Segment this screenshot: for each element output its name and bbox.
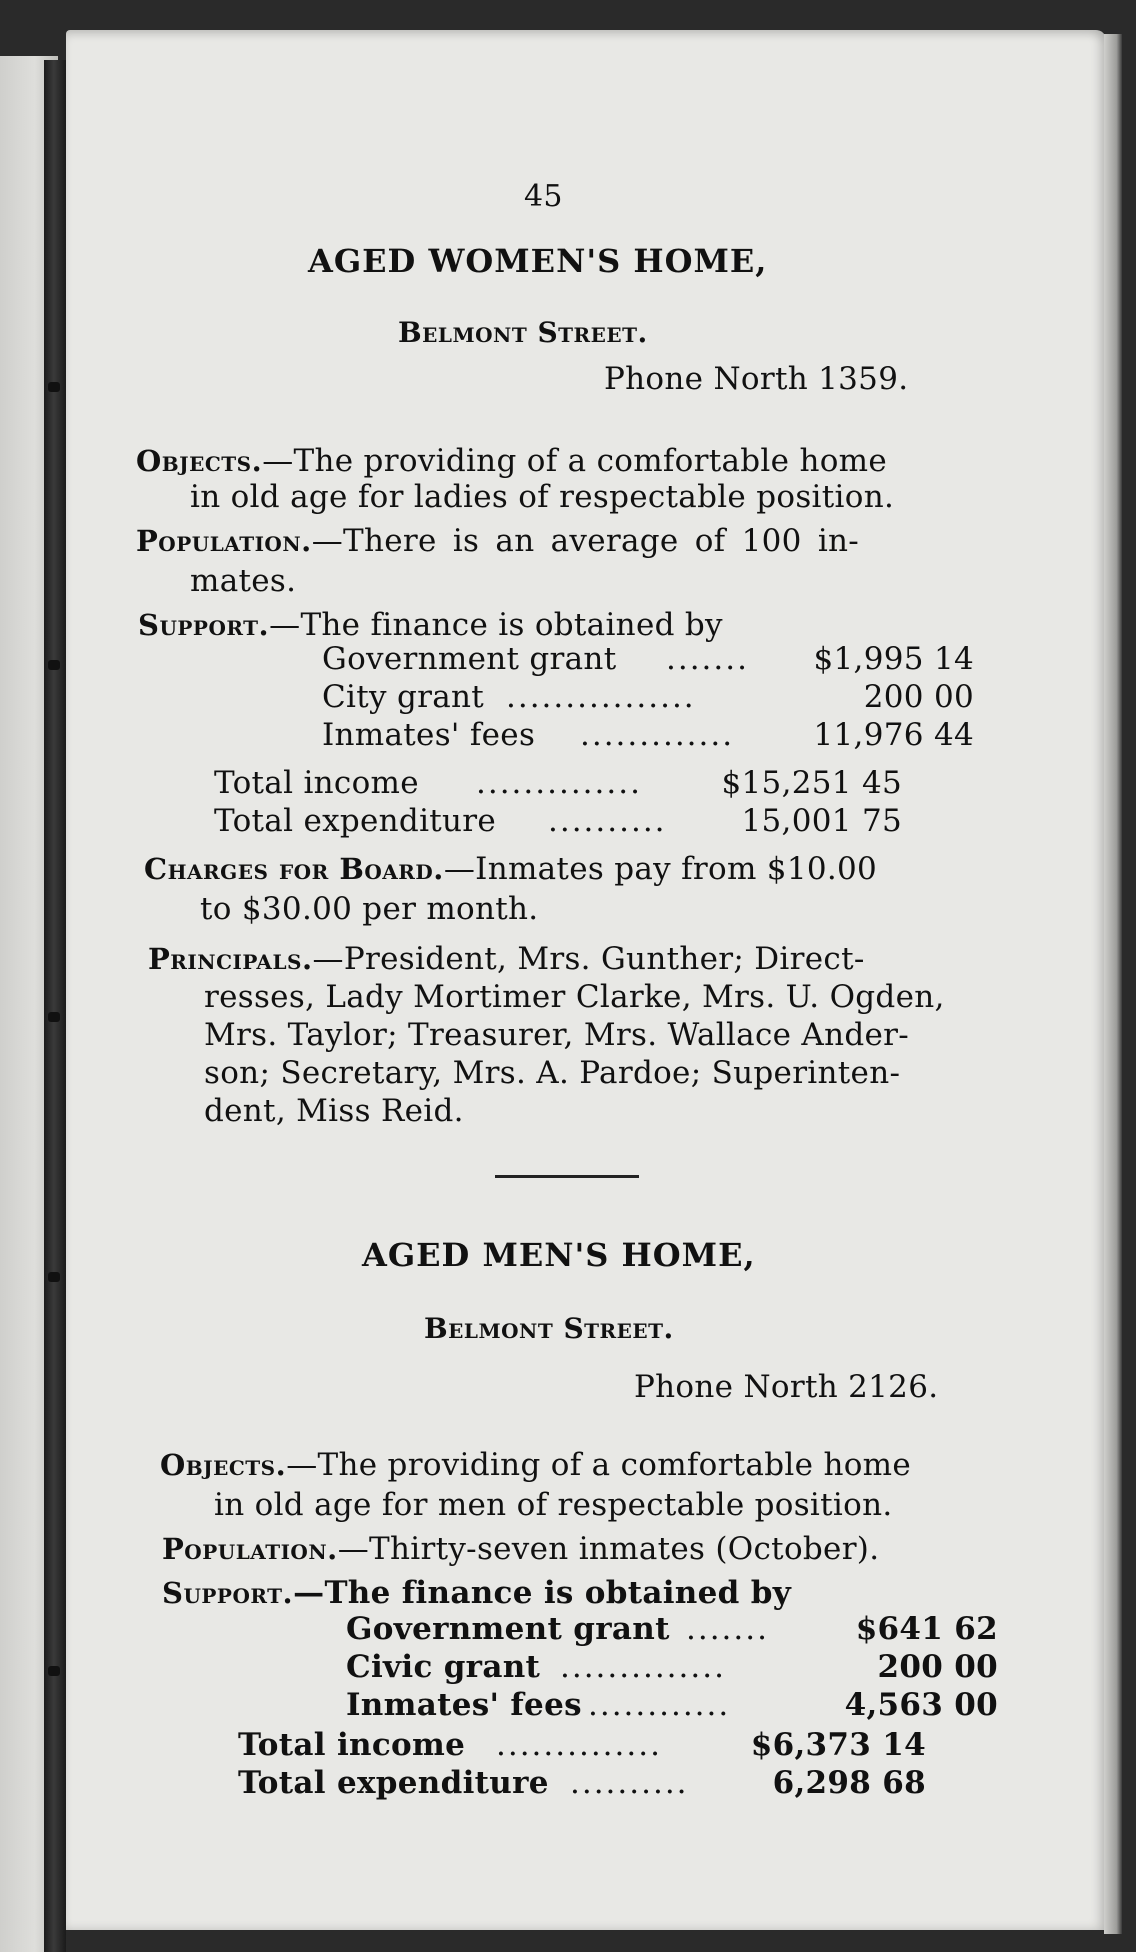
mens-support-item-label: Inmates' fees <box>346 1687 582 1723</box>
mens-total-amount: $6,373 14 <box>750 1727 926 1763</box>
leader-dots: ....... <box>666 641 749 677</box>
womens-principals-line4: son; Secretary, Mrs. A. Pardoe; Superinten- <box>204 1055 901 1091</box>
mens-support-line <box>162 1574 791 1612</box>
womens-principals-line3: Mrs. Taylor; Treasurer, Mrs. Wallace Ander- <box>204 1017 910 1053</box>
binding-stitch <box>48 660 60 670</box>
section-title-womens-home: AGED WOMEN'S HOME, <box>308 242 768 280</box>
womens-charges-line2: to $30.00 per month. <box>200 891 539 927</box>
mens-support-item-amount: $641 62 <box>855 1611 998 1647</box>
womens-support-item-amount: $1,995 14 <box>813 641 974 677</box>
womens-support-item-label: Inmates' fees <box>322 717 536 753</box>
population-label: Population. <box>136 524 312 558</box>
objects-text: —The providing of a comfortable home <box>262 443 888 479</box>
mens-objects-line2: in old age for men of respectable position. <box>214 1487 893 1523</box>
page-fore-edge <box>1104 34 1122 1934</box>
leader-dots: ............ <box>588 1687 731 1723</box>
womens-objects-line1 <box>136 442 887 480</box>
leader-dots: ............. <box>580 717 735 753</box>
binding-stitch <box>48 382 60 392</box>
mens-support-item-label: Government grant <box>346 1611 670 1647</box>
womens-principals-line1 <box>148 940 865 978</box>
support-text: —The finance is obtained by <box>293 1575 792 1611</box>
leader-dots: .......... <box>570 1765 689 1801</box>
section-divider-rule <box>495 1175 639 1178</box>
womens-support-item-amount: 200 00 <box>863 679 974 715</box>
objects-text: —The providing of a comfortable home <box>286 1447 912 1483</box>
leader-dots: ....... <box>686 1611 769 1647</box>
womens-population-line1 <box>136 522 859 560</box>
support-label: Support. <box>138 608 270 642</box>
mens-population-line <box>162 1530 879 1568</box>
mens-support-item-amount: 4,563 00 <box>844 1687 998 1723</box>
mens-home-phone: Phone North 2126. <box>634 1369 939 1405</box>
womens-total-amount: $15,251 45 <box>721 765 902 801</box>
womens-principals-line2: resses, Lady Mortimer Clarke, Mrs. U. Ogden, <box>204 979 945 1015</box>
mens-total-label: Total expenditure <box>238 1765 549 1801</box>
population-label: Population. <box>162 1532 338 1566</box>
mens-support-item-label: Civic grant <box>346 1649 541 1685</box>
principals-text: —President, Mrs. Gunther; Direct- <box>312 941 865 977</box>
support-label: Support. <box>162 1576 294 1610</box>
leader-dots: .............. <box>476 765 642 801</box>
objects-label: Objects. <box>160 1448 287 1482</box>
mens-total-amount: 6,298 68 <box>772 1765 926 1801</box>
leader-dots: .............. <box>560 1649 726 1685</box>
charges-label: Charges for Board. <box>144 852 444 886</box>
binding-stitch <box>48 1666 60 1676</box>
leader-dots: .......... <box>548 803 667 839</box>
womens-total-label: Total income <box>214 765 419 801</box>
population-text: —There is an average of 100 in- <box>311 523 860 559</box>
objects-label: Objects. <box>136 444 263 478</box>
womens-support-item-amount: 11,976 44 <box>813 717 974 753</box>
binding-stitch <box>48 1272 60 1282</box>
binding-stitch <box>48 1012 60 1022</box>
charges-text: —Inmates pay from $10.00 <box>443 851 878 887</box>
womens-total-label: Total expenditure <box>214 803 497 839</box>
womens-charges-line1 <box>144 850 877 888</box>
section-title-mens-home: AGED MEN'S HOME, <box>362 1236 756 1274</box>
womens-support-line <box>138 606 723 644</box>
leader-dots: ................ <box>506 679 696 715</box>
mens-objects-line1 <box>160 1446 911 1484</box>
womens-home-phone: Phone North 1359. <box>604 361 909 397</box>
womens-support-item-label: Government grant <box>322 641 617 677</box>
population-text: —Thirty-seven inmates (October). <box>337 1531 880 1567</box>
womens-objects-line2: in old age for ladies of respectable position. <box>190 479 895 515</box>
womens-principals-line5: dent, Miss Reid. <box>204 1093 464 1129</box>
support-text: —The finance is obtained by <box>269 607 723 643</box>
leader-dots: .............. <box>496 1727 662 1763</box>
principals-label: Principals. <box>148 942 313 976</box>
womens-home-street: Belmont Street. <box>398 316 648 349</box>
womens-population-line2: mates. <box>190 563 297 599</box>
mens-total-label: Total income <box>238 1727 466 1763</box>
mens-support-item-amount: 200 00 <box>877 1649 998 1685</box>
page-number: 45 <box>524 179 563 214</box>
womens-total-amount: 15,001 75 <box>741 803 902 839</box>
womens-support-item-label: City grant <box>322 679 485 715</box>
mens-home-street: Belmont Street. <box>424 1312 674 1345</box>
